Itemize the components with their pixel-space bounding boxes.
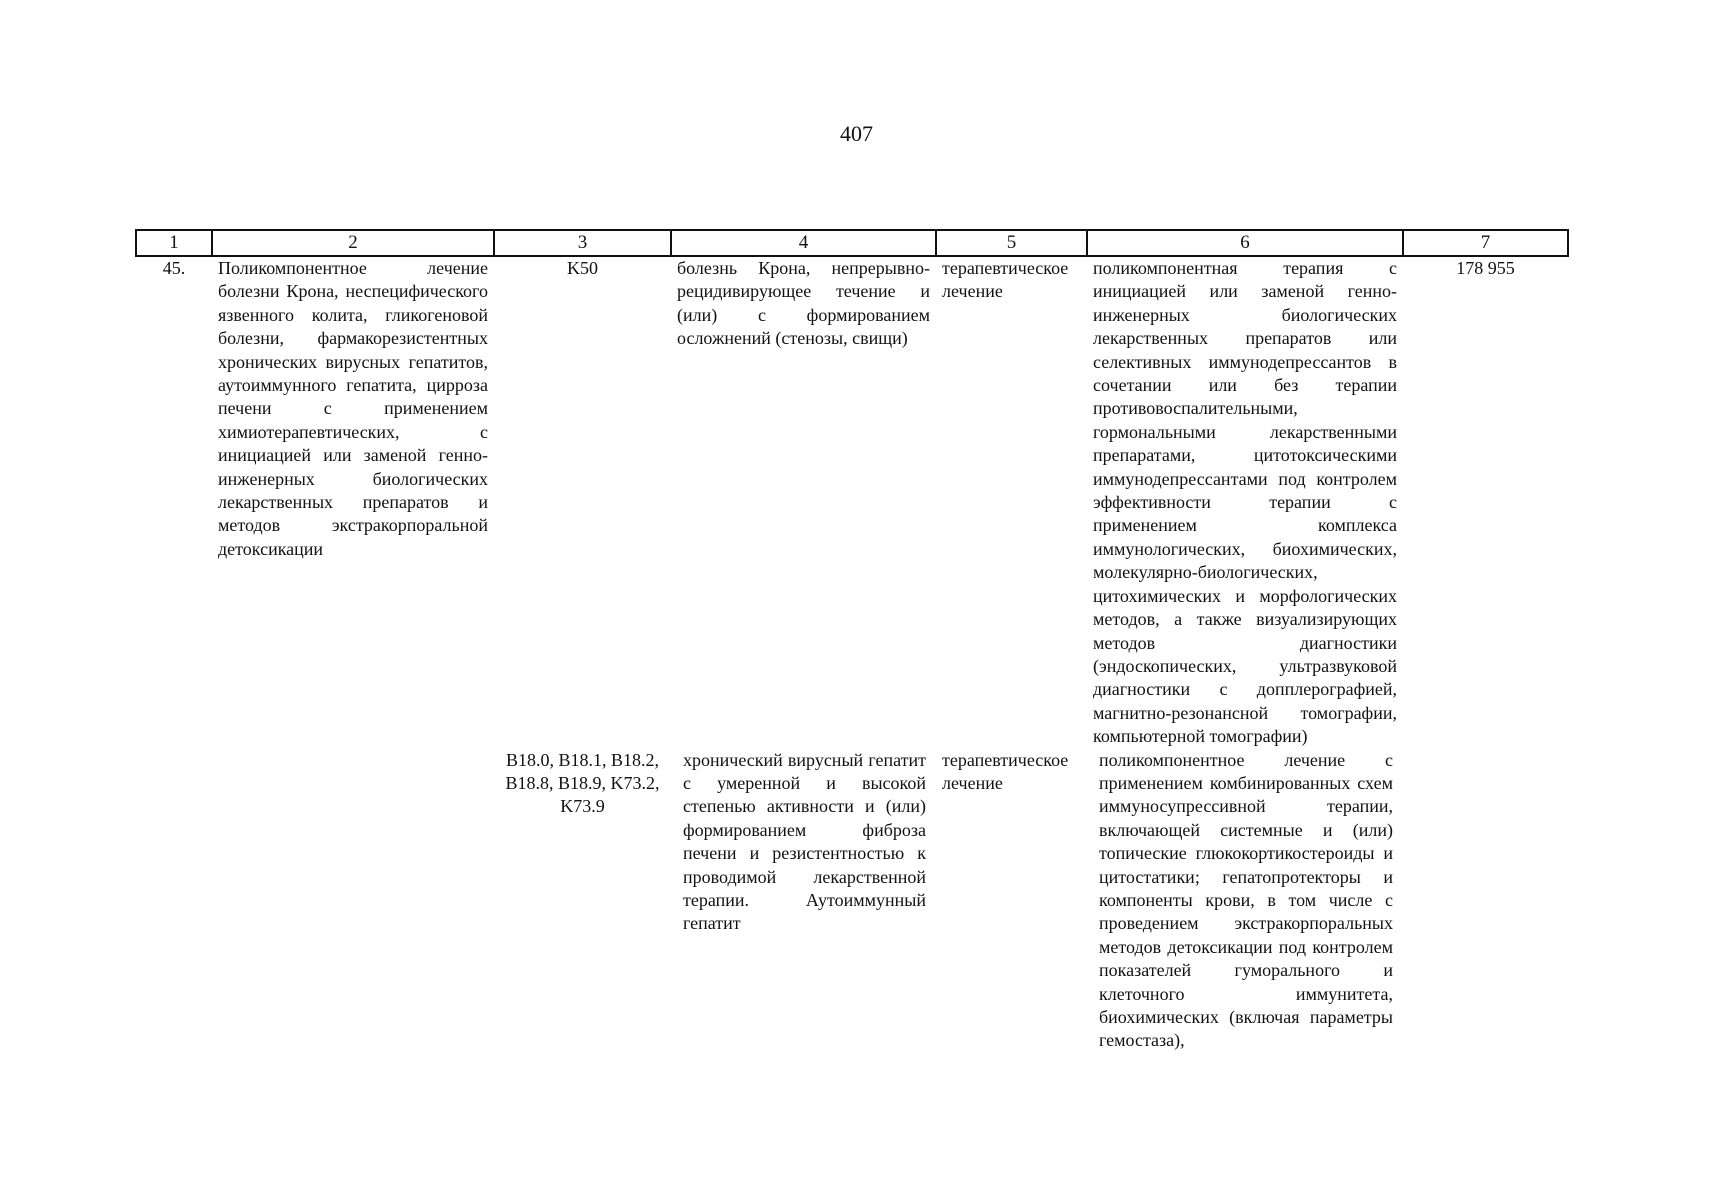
table-row [136, 749, 1568, 1053]
column-header-5: 5 [936, 230, 1087, 256]
column-header-4: 4 [671, 230, 936, 256]
page-number: 407 [840, 121, 873, 146]
cost-value: 178 955 [1456, 258, 1515, 278]
column-header-6: 6 [1087, 230, 1403, 256]
column-header-2: 2 [212, 230, 494, 256]
column-header-3: 3 [494, 230, 671, 256]
procedures-table [135, 229, 1569, 1053]
table-header-row [136, 230, 1568, 256]
treatment-method: поликомпонентная терапия с инициацией или заменой генно-инженерных биологических лекарственных препаратов или селективных иммунодепрессантов в сочетании или без терапии противовоспалительными, гормональными лекарственными препаратами, цитотоксическими иммунодепрессантами под контролем эффективности терапии с применением комплекса иммунологических, биохимических, молекулярно-биологических, цитохимических и морфологических методов, а также визуализирующих методов диагностики (эндоскопических, ультразвуковой диагностики с допплерографией, магнитно-резонансной томографии, компьютерной томографии) [1093, 258, 1397, 747]
patient-model: болезнь Крона, непрерывно-рецидивирующее течение и (или) с формированием осложнений (стенозы, свищи) [677, 258, 930, 349]
patient-model: хронический вирусный гепатит с умеренной и высокой степенью активности и (или) формированием фиброза печени и резистентностью к проводимой лекарственной терапии. Аутоиммунный гепатит [683, 749, 926, 934]
column-header-1: 1 [136, 230, 212, 256]
treatment-name: Поликомпонентное лечение болезни Крона, неспецифического язвенного колита, гликогеновой болезни, фармакорезистентных хронических вирусных гепатитов, аутоиммунного гепатита, цирроза печени с применением химиотерапевтических, с инициацией или заменой генно-инженерных биологических лекарственных препаратов и методов экстракорпоральной детоксикации [218, 258, 488, 559]
cost-value [1403, 749, 1568, 1053]
table-row [136, 256, 1568, 749]
treatment-type: терапевтическое лечение [942, 749, 1069, 793]
column-header-7: 7 [1403, 230, 1568, 256]
treatment-method: поликомпонентное лечение с применением комбинированных схем иммуносупрессивной терапии, включающей системные и (или) топические глюкокортикостероиды и цитостатики; гепатопротекторы и компоненты крови, в том числе с проведением экстракорпоральных методов детоксикации под контролем показателей гуморального и клеточного иммунитета, биохимических (включая параметры гемостаза), [1099, 749, 1393, 1051]
treatment-name [212, 749, 494, 1053]
icd-codes: B18.0, B18.1, B18.2, B18.8, B18.9, K73.2, K73.9 [505, 749, 660, 817]
icd-codes: K50 [567, 258, 598, 278]
treatment-type: терапевтическое лечение [942, 258, 1069, 302]
row-number: 45. [162, 258, 186, 278]
row-number [136, 749, 212, 1053]
